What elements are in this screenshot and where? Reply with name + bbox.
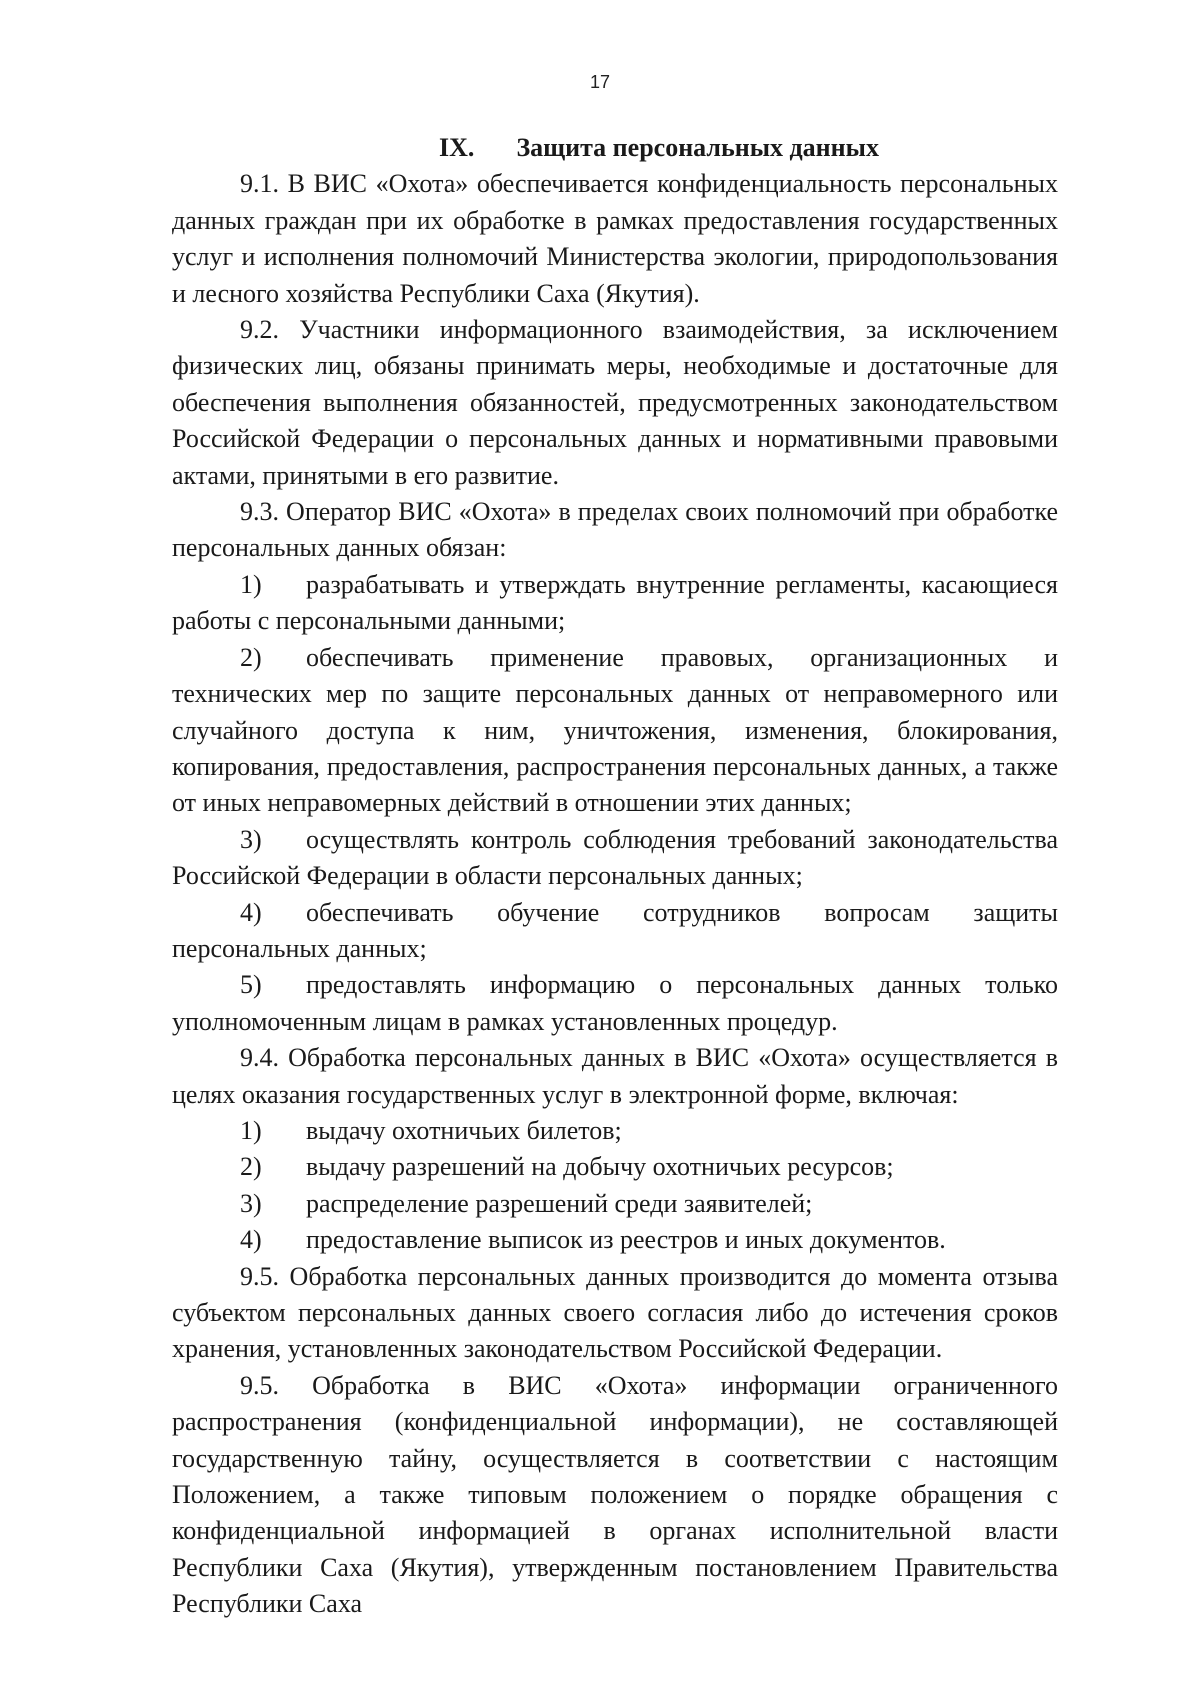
list-item-text: выдачу разрешений на добычу охотничьих ресурсов; xyxy=(306,1152,894,1182)
list-item-number: 5) xyxy=(240,970,262,1000)
list-item-number: 3) xyxy=(240,1188,262,1218)
document-body xyxy=(172,130,1058,1623)
list-item-number: 2) xyxy=(240,1152,262,1182)
paragraph: 9.2. Участники информационного взаимодействия, за исключением физических лиц, обязаны принимать меры, необходимые и достаточные для обеспечения выполнения обязанностей, предусмотренных законодательством Российской Федерации о персональных данных и нормативными правовыми актами, принятыми в его развитие. xyxy=(172,315,1058,490)
list-item xyxy=(172,1186,1058,1222)
list-item-number: 1) xyxy=(240,569,262,599)
paragraph: 9.4. Обработка персональных данных в ВИС «Охота» осуществляется в целях оказания государственных услуг в электронной форме, включая: xyxy=(172,1043,1058,1109)
list-item-text: обеспечивать обучение сотрудников вопросам защиты персональных данных; xyxy=(172,897,1058,963)
list-item-number: 3) xyxy=(240,824,262,854)
list-item-number: 1) xyxy=(240,1115,262,1145)
paragraph: 9.3. Оператор ВИС «Охота» в пределах своих полномочий при обработке персональных данных обязан: xyxy=(172,497,1058,563)
section-heading xyxy=(172,130,1058,166)
list-item-text: выдачу охотничьих билетов; xyxy=(306,1115,622,1145)
list-item xyxy=(172,822,1058,895)
paragraph: 9.1. В ВИС «Охота» обеспечивается конфиденциальность персональных данных граждан при их обработке в рамках предоставления государственных услуг и исполнения полномочий Министерства экологии, природопользования и лесного хозяйства Республики Саха (Якутия). xyxy=(172,169,1058,308)
list-item xyxy=(172,1222,1058,1258)
list-item-text: распределение разрешений среди заявителей; xyxy=(306,1188,813,1218)
paragraph: 9.5. Обработка персональных данных производится до момента отзыва субъектом персональных данных своего согласия либо до истечения сроков хранения, установленных законодательством Российской Федерации. xyxy=(172,1261,1058,1364)
list-item xyxy=(172,967,1058,1040)
list-item-text: предоставление выписок из реестров и иных документов. xyxy=(306,1225,946,1255)
list-item-text: разрабатывать и утверждать внутренние регламенты, касающиеся работы с персональными данными; xyxy=(172,569,1058,636)
list-item xyxy=(172,640,1058,822)
list-item-text: обеспечивать применение правовых, организационных и технических мер по защите персональных данных от неправомерного или случайного доступа к ним, уничтожения, изменения, блокирования, копирования, предоставления, распространения персональных данных, а также от иных неправомерных действий в отношении этих данных; xyxy=(172,642,1058,818)
page-number: 17 xyxy=(589,72,611,92)
list-item-number: 2) xyxy=(240,642,262,672)
list-item-text: предоставлять информацию о персональных данных только уполномоченным лицам в рамках установленных процедур. xyxy=(172,970,1058,1036)
list-item-number: 4) xyxy=(240,1225,262,1255)
list-item xyxy=(172,1149,1058,1185)
paragraph: 9.5. Обработка в ВИС «Охота» информации ограниченного распространения (конфиденциальной информации), не составляющей государственную тайну, осуществляется в соответствии с настоящим Положением, а также типовым положением о порядке обращения с конфиденциальной информацией в органах исполнительной власти Республики Саха (Якутия), утвержденным постановлением Правительства Республики Саха xyxy=(172,1370,1058,1619)
list-item xyxy=(172,895,1058,968)
list-item-text: осуществлять контроль соблюдения требований законодательства Российской Федерации в области персональных данных; xyxy=(172,824,1058,891)
list-item-number: 4) xyxy=(240,897,262,927)
section-number: IX. xyxy=(439,133,475,162)
section-title: Защита персональных данных xyxy=(516,133,879,162)
list-item xyxy=(172,1113,1058,1149)
list-item xyxy=(172,567,1058,640)
